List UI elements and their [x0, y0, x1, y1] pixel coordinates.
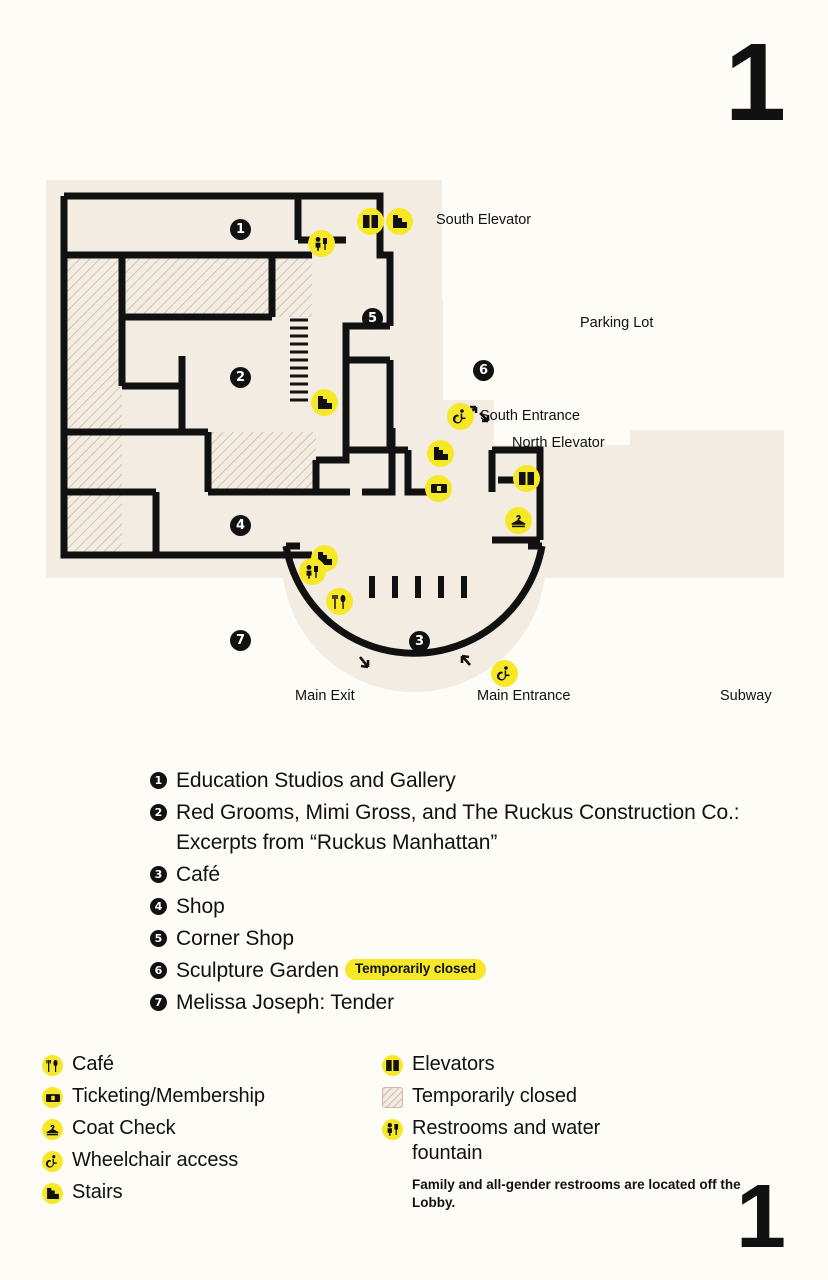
key-label: Education Studios and Gallery: [176, 769, 456, 792]
key-number: 6: [150, 962, 167, 979]
key-item-3[interactable]: [150, 860, 770, 890]
key-number: 7: [150, 994, 167, 1011]
coatcheck-icon[interactable]: [505, 507, 532, 534]
key-number: 1: [150, 772, 167, 789]
elevator-icon[interactable]: [357, 208, 384, 235]
legend-label: Café: [72, 1053, 114, 1075]
stairs-icon[interactable]: [311, 389, 338, 416]
floor-number-bottom: 1: [735, 1167, 786, 1267]
legend-label: Coat Check: [72, 1117, 176, 1139]
legend-item-ticketing: [42, 1084, 382, 1109]
south-entrance-label: South Entrance: [480, 408, 580, 424]
key-number: 3: [150, 866, 167, 883]
wheelchair-icon: [42, 1151, 63, 1172]
stairs-icon: [42, 1183, 63, 1204]
cafe-icon: [42, 1055, 63, 1076]
legend-label: Restrooms and water fountain: [412, 1117, 601, 1164]
legend-label: Temporarily closed: [412, 1085, 577, 1107]
map-marker-6[interactable]: 6: [473, 360, 494, 381]
restroom-icon: [382, 1119, 403, 1140]
map-marker-7[interactable]: 7: [230, 630, 251, 651]
status-badge: Temporarily closed: [345, 959, 486, 980]
hatch-swatch-icon: [382, 1087, 403, 1108]
key-item-4[interactable]: [150, 892, 770, 922]
legend: [42, 1052, 802, 1212]
key-item-5[interactable]: [150, 924, 770, 954]
map-marker-2[interactable]: 2: [230, 367, 251, 388]
main-exit-label: Main Exit: [295, 688, 355, 704]
key-label: Melissa Joseph: Tender: [176, 991, 395, 1014]
legend-label: Stairs: [72, 1181, 123, 1203]
legend-label: Ticketing/Membership: [72, 1085, 265, 1107]
ticketing-icon: [42, 1087, 63, 1108]
legend-item-stairs: [42, 1180, 382, 1205]
key-item-6[interactable]: [150, 956, 770, 986]
wheelchair-icon[interactable]: [447, 403, 474, 430]
key-label: Café: [176, 863, 220, 886]
legend-column-left: [42, 1052, 382, 1212]
map-marker-5[interactable]: 5: [362, 308, 383, 329]
legend-item-coat-check: [42, 1116, 382, 1141]
map-marker-3[interactable]: 3: [409, 631, 430, 652]
elevator-icon: [382, 1055, 403, 1076]
legend-column-right: [382, 1052, 782, 1212]
subway-label: Subway: [720, 688, 772, 704]
wheelchair-icon[interactable]: [491, 660, 518, 687]
legend-item-wheelchair: [42, 1148, 382, 1173]
restroom-icon[interactable]: [299, 558, 326, 585]
restroom-note: Family and all-gender restrooms are located off the Lobby.: [412, 1177, 741, 1210]
legend-label: Elevators: [412, 1053, 495, 1075]
cafe-icon[interactable]: [326, 588, 353, 615]
map-marker-4[interactable]: 4: [230, 515, 251, 536]
key-number: 5: [150, 930, 167, 947]
key-number: 4: [150, 898, 167, 915]
restroom-icon[interactable]: [308, 230, 335, 257]
map-marker-1[interactable]: 1: [230, 219, 251, 240]
stairs-icon[interactable]: [386, 208, 413, 235]
key-label: Sculpture Garden: [176, 959, 339, 982]
legend-item-restrooms: [382, 1116, 782, 1166]
main-entrance-label: Main Entrance: [477, 688, 571, 704]
elevator-icon[interactable]: [513, 465, 540, 492]
legend-item-temporarily-closed: [382, 1084, 782, 1109]
key-item-1[interactable]: [150, 766, 770, 796]
map-key-list: [150, 766, 770, 1020]
ticketing-icon[interactable]: [425, 475, 452, 502]
south-elevator-label: South Elevator: [436, 212, 532, 228]
floor-plan-drawing: [0, 160, 828, 740]
legend-item-elevators: [382, 1052, 782, 1077]
key-label: Shop: [176, 895, 225, 918]
key-label: Corner Shop: [176, 927, 294, 950]
key-label: Red Grooms, Mimi Gross, and The Ruckus Construction Co.: Excerpts from “Ruckus Manhattan”: [176, 801, 740, 854]
legend-label: Wheelchair access: [72, 1149, 239, 1171]
legend-item-cafe: [42, 1052, 382, 1077]
floor-number-top: 1: [724, 21, 786, 144]
key-item-7[interactable]: [150, 988, 770, 1018]
parking-lot-label: Parking Lot: [580, 315, 654, 331]
key-number: 2: [150, 804, 167, 821]
north-elevator-label: North Elevator: [512, 435, 605, 451]
stairs-icon[interactable]: [427, 440, 454, 467]
key-item-2[interactable]: [150, 798, 770, 858]
coatcheck-icon: [42, 1119, 63, 1140]
floor-plan: [0, 160, 828, 740]
